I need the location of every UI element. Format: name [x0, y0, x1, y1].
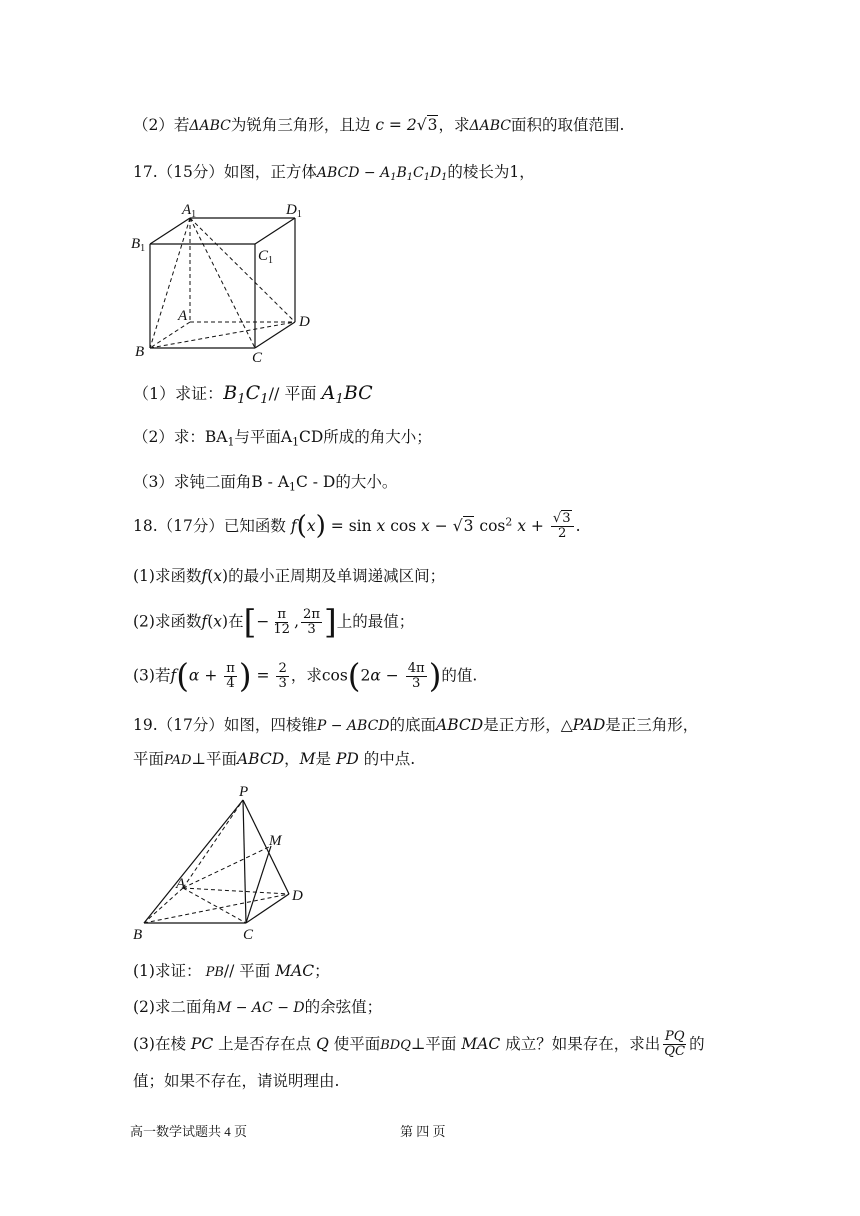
q18-part2: (2)求函数f(x)在[− $\frac{\pi}{12}$ , $\frac{2\pi}{3}$ ]上的最值； [133, 603, 415, 641]
label-D: D [292, 888, 303, 904]
q18-part1: (1)求函数f(x)的最小正周期及单调递减区间； [133, 567, 446, 585]
label-A: A [178, 308, 188, 324]
footer-page-number: 第 四 页 [400, 1124, 446, 1139]
label-D1: $D_1$ [286, 202, 302, 220]
q19-part2: (2)求二面角M − AC − D的余弦值； [133, 998, 383, 1016]
q19-part3-line2: 值；如果不存在，请说明理由. [133, 1072, 340, 1090]
label-B1: $B_1$ [131, 236, 146, 254]
q17-part1: （1）求证：$B_1C_1//$ 平面 $A_1BC$ [133, 382, 373, 407]
label-A: A [176, 876, 186, 892]
footer-left: 高一数学试题共 4 页 [130, 1124, 248, 1139]
label-M: M [269, 833, 282, 849]
q18-part3: (3)若f(α + $\frac{\pi}{4}$ ) = $\frac{2}{3}$ ，求cos(2α − $\frac{4\pi}{3}$ )的值. [133, 657, 478, 695]
q18-header: 18.（17分）已知函数 f(x) = sin x cos x − √3 $\cos^2 x$ + $\frac{√3}{2}$ . [133, 510, 581, 542]
label-B: B [135, 344, 145, 360]
q19-part3: (3)在棱 PC 上是否存在点 Q 使平面BDQ⊥平面 MAC 成立？如果存在，求出 $\frac{PQ}{QC}$ 的 [133, 1029, 705, 1060]
label-D: D [299, 314, 310, 330]
pyramid-figure [128, 782, 328, 944]
label-A1: $A_1$ [182, 202, 197, 220]
q16-part2: （2）若ΔABC为锐角三角形，且边 c = 2√3，求ΔABC面积的取值范围. [133, 116, 625, 134]
label-P: P [239, 784, 249, 800]
q19-part1: (1)求证： PB// 平面 MAC； [133, 962, 330, 980]
label-C: C [243, 927, 254, 943]
q17-header: 17.（15分）如图，正方体ABCD − $A_1B_1C_1D_1$的棱长为1， [133, 163, 535, 183]
label-C1: $C_1$ [258, 248, 274, 266]
q19-line2: 平面PAD⊥平面ABCD，M是 PD 的中点. [133, 750, 416, 768]
label-B: B [133, 927, 143, 943]
q17-part3: （3）求钝二面角B - $A_1C$ - D的大小。 [133, 473, 398, 494]
cube-figure [128, 198, 328, 368]
q19-header: 19.（17分）如图，四棱锥P − ABCD的底面ABCD是正方形，△PAD是正三角形， [133, 716, 699, 734]
label-C: C [252, 350, 263, 366]
q17-part2: （2）求：$BA_1$与平面$A_1CD$所成的角大小； [133, 428, 432, 449]
